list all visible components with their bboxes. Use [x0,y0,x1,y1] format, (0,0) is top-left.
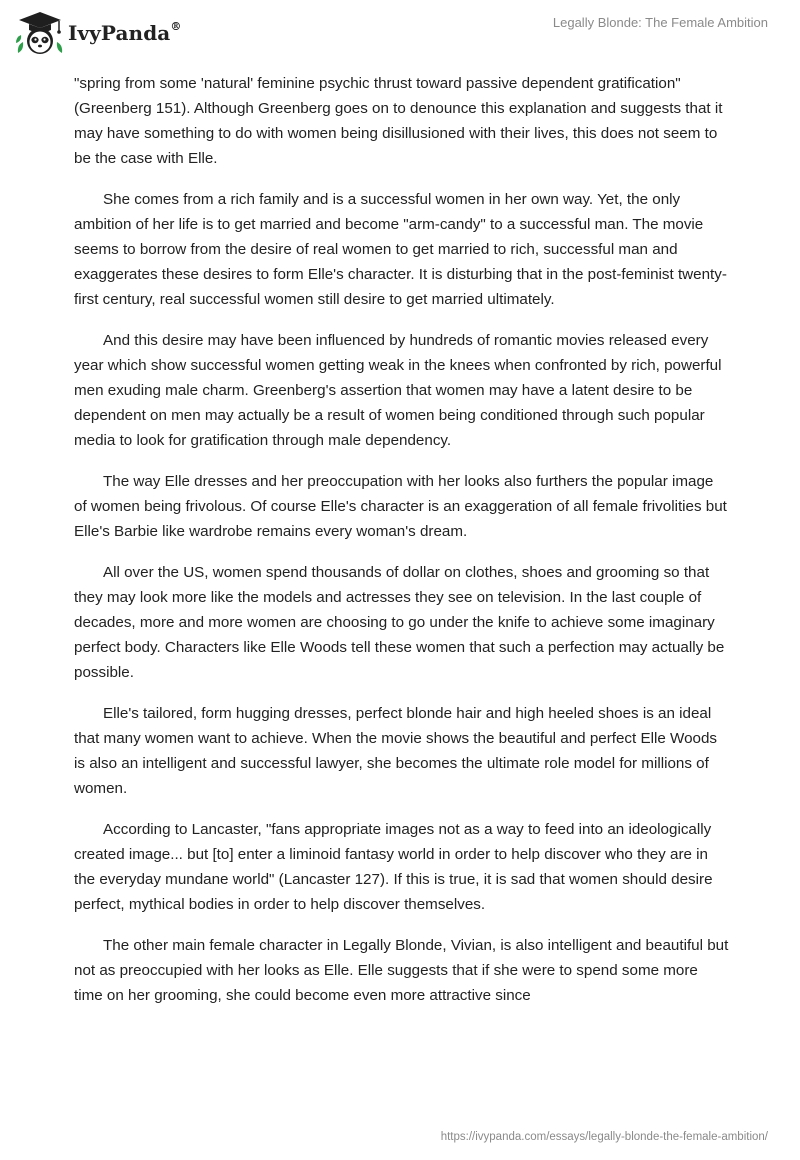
registered-mark: ® [170,20,182,34]
panda-graduation-cap-icon [14,9,66,59]
brand-name-text: IvyPanda [68,21,171,45]
brand-name [68,21,181,45]
document-title: Legally Blonde: The Female Ambition [552,15,768,30]
paragraph-8: The other main female character in Legally Blonde, Vivian, is also intelligent and beautiful but not as preoccupied with her looks as Elle. Elle suggests that if she were to spend some more time on her grooming, she could become even more attractive since [74,937,729,1004]
paragraph-5: All over the US, women spend thousands of dollar on clothes, shoes and grooming so that they may look more like the models and actresses they see on television. In the last couple of decades, more and more women are choosing to go under the knife to achieve some imaginary perfect body. Characters like Elle Woods tell these women that such a perfection may actually be possible. [74,564,725,681]
source-url-link[interactable]: https://ivypanda.com/essays/legally-blonde-the-female-ambition/ [440,1131,768,1143]
paragraph-4: The way Elle dresses and her preoccupation with her looks also furthers the popular image of women being frivolous. Of course Elle's character is an exaggeration of all female frivolities but Elle's Barbie like wardrobe remains every woman's dream. [74,473,727,540]
essay-body [74,71,730,1024]
paragraph-3: And this desire may have been influenced by hundreds of romantic movies released every year which show successful women getting weak in the knees when confronted by rich, powerful men exuding male charm. Greenberg's assertion that women may have a latent desire to be dependent on men may actually be a result of women being conditioned through such popular media to look for gratification through male dependency. [74,332,722,449]
paragraph-6: Elle's tailored, form hugging dresses, perfect blonde hair and high heeled shoes is an ideal that many women want to achieve. When the movie shows the beautiful and perfect Elle Woods is also an intelligent and successful lawyer, she becomes the ultimate role model for millions of women. [74,705,718,797]
paragraph-2: She comes from a rich family and is a successful women in her own way. Yet, the only ambition of her life is to get married and become "arm-candy" to a successful man. The movie seems to borrow from the desire of real women to get married to rich, successful man and exaggerates these desires to form Elle's character. It is disturbing that in the post-feminist twenty-first century, real successful women still desire to get married ultimately. [74,191,727,308]
paragraph-7: According to Lancaster, "fans appropriate images not as a way to feed into an ideologically created image... but [to] enter a liminoid fantasy world in order to help discover who they are in the everyday mundane world" (Lancaster 127). If this is true, it is sad that women should desire perfect, mythical bodies in order to help discover themselves. [74,821,713,913]
page-header [0,0,800,64]
brand-logo[interactable] [14,9,181,59]
paragraph-1: "spring from some 'natural' feminine psychic thrust toward passive dependent gratification" (Greenberg 151). Although Greenberg goes on to denounce this explanation and suggests that it may have something to do with women being disillusioned with their lives, this does not seem to be the case with Elle. [74,75,723,167]
